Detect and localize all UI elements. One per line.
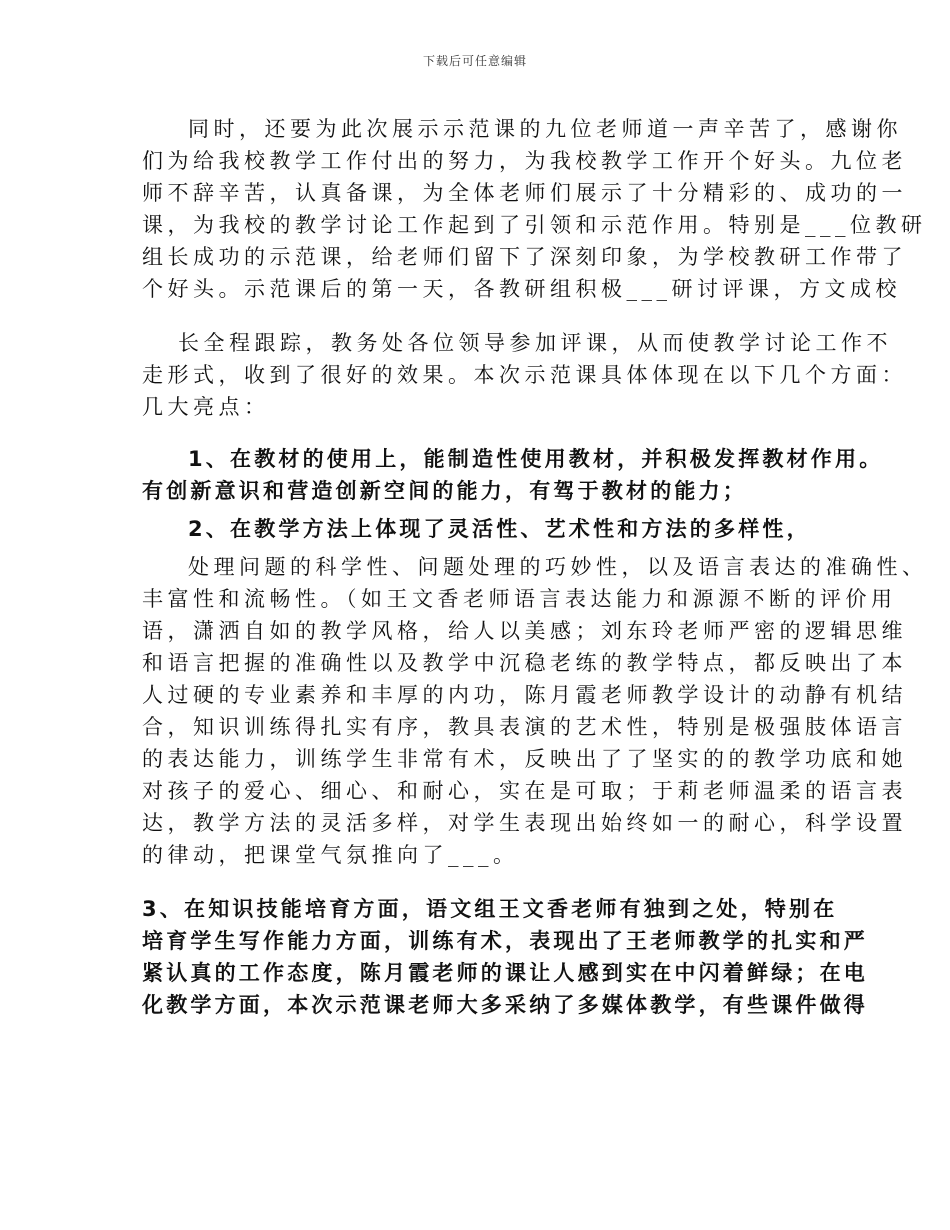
- text-line: 化教学方面，本次示范课老师大多采纳了多媒体教学，有些课件做得: [142, 993, 868, 1017]
- text-line: 合，知识训练得扎实有序，教具表演的艺术性，特别是极强肢体语言: [142, 715, 907, 739]
- text-line: 语，潇洒自如的教学风格，给人以美感；刘东玲老师严密的逻辑思维: [142, 619, 907, 643]
- text-line: 同时，还要为此次展示示范课的九位老师道一声辛苦了，感谢你: [188, 117, 902, 141]
- text-line: 几大亮点：: [142, 395, 270, 419]
- text-line: 对孩子的爱心、细心、和耐心，实在是可取；于莉老师温柔的语言表: [142, 779, 907, 803]
- text-line: 课，为我校的教学讨论工作起到了引领和示范作用。特别是___位教研: [142, 213, 927, 237]
- text-line: 组长成功的示范课，给老师们留下了深刻印象，为学校教研工作带了: [142, 245, 907, 269]
- text-line: 的律动，把课堂气氛推向了___。: [142, 843, 519, 867]
- text-line: 3、在知识技能培育方面，语文组王文香老师有独到之处，特别在: [142, 897, 838, 921]
- text-line: 紧认真的工作态度，陈月霞老师的课让人感到实在中闪着鲜绿；在电: [142, 961, 868, 985]
- text-line: 个好头。示范课后的第一天，各教研组积极___研讨评课，方文成校: [142, 277, 901, 301]
- text-line: 的表达能力，训练学生非常有术，反映出了了坚实的的教学功底和她: [142, 747, 907, 771]
- text-line: 处理问题的科学性、问题处理的巧妙性，以及语言表达的准确性、: [188, 555, 928, 579]
- text-line: 达，教学方法的灵活多样，对学生表现出始终如一的耐心，科学设置: [142, 811, 907, 835]
- text-line: 人过硬的专业素养和丰厚的内功，陈月霞老师教学设计的动静有机结: [142, 683, 907, 707]
- page-header: 下载后可任意编辑: [422, 54, 527, 68]
- text-line: 有创新意识和营造创新空间的能力，有驾于教材的能力；: [142, 479, 747, 503]
- text-line: 1、在教材的使用上，能制造性使用教材，并积极发挥教材作用。: [188, 447, 884, 471]
- text-line: 长全程跟踪，教务处各位领导参加评课，从而使教学讨论工作不: [178, 331, 892, 355]
- text-line: 2、在教学方法上体现了灵活性、艺术性和方法的多样性，: [188, 517, 811, 541]
- text-line: 走形式，收到了很好的效果。本次示范课具体体现在以下几个方面：: [142, 363, 907, 387]
- text-line: 们为给我校教学工作付出的努力，为我校教学工作开个好头。九位老: [142, 149, 907, 173]
- text-line: 师不辞辛苦，认真备课，为全体老师们展示了十分精彩的、成功的一: [142, 181, 907, 205]
- text-line: 培育学生写作能力方面，训练有术，表现出了王老师教学的扎实和严: [142, 929, 868, 953]
- text-line: 和语言把握的准确性以及教学中沉稳老练的教学特点，都反映出了本: [142, 651, 907, 675]
- text-line: 丰富性和流畅性。（如王文香老师语言表达能力和源源不断的评价用: [142, 587, 897, 611]
